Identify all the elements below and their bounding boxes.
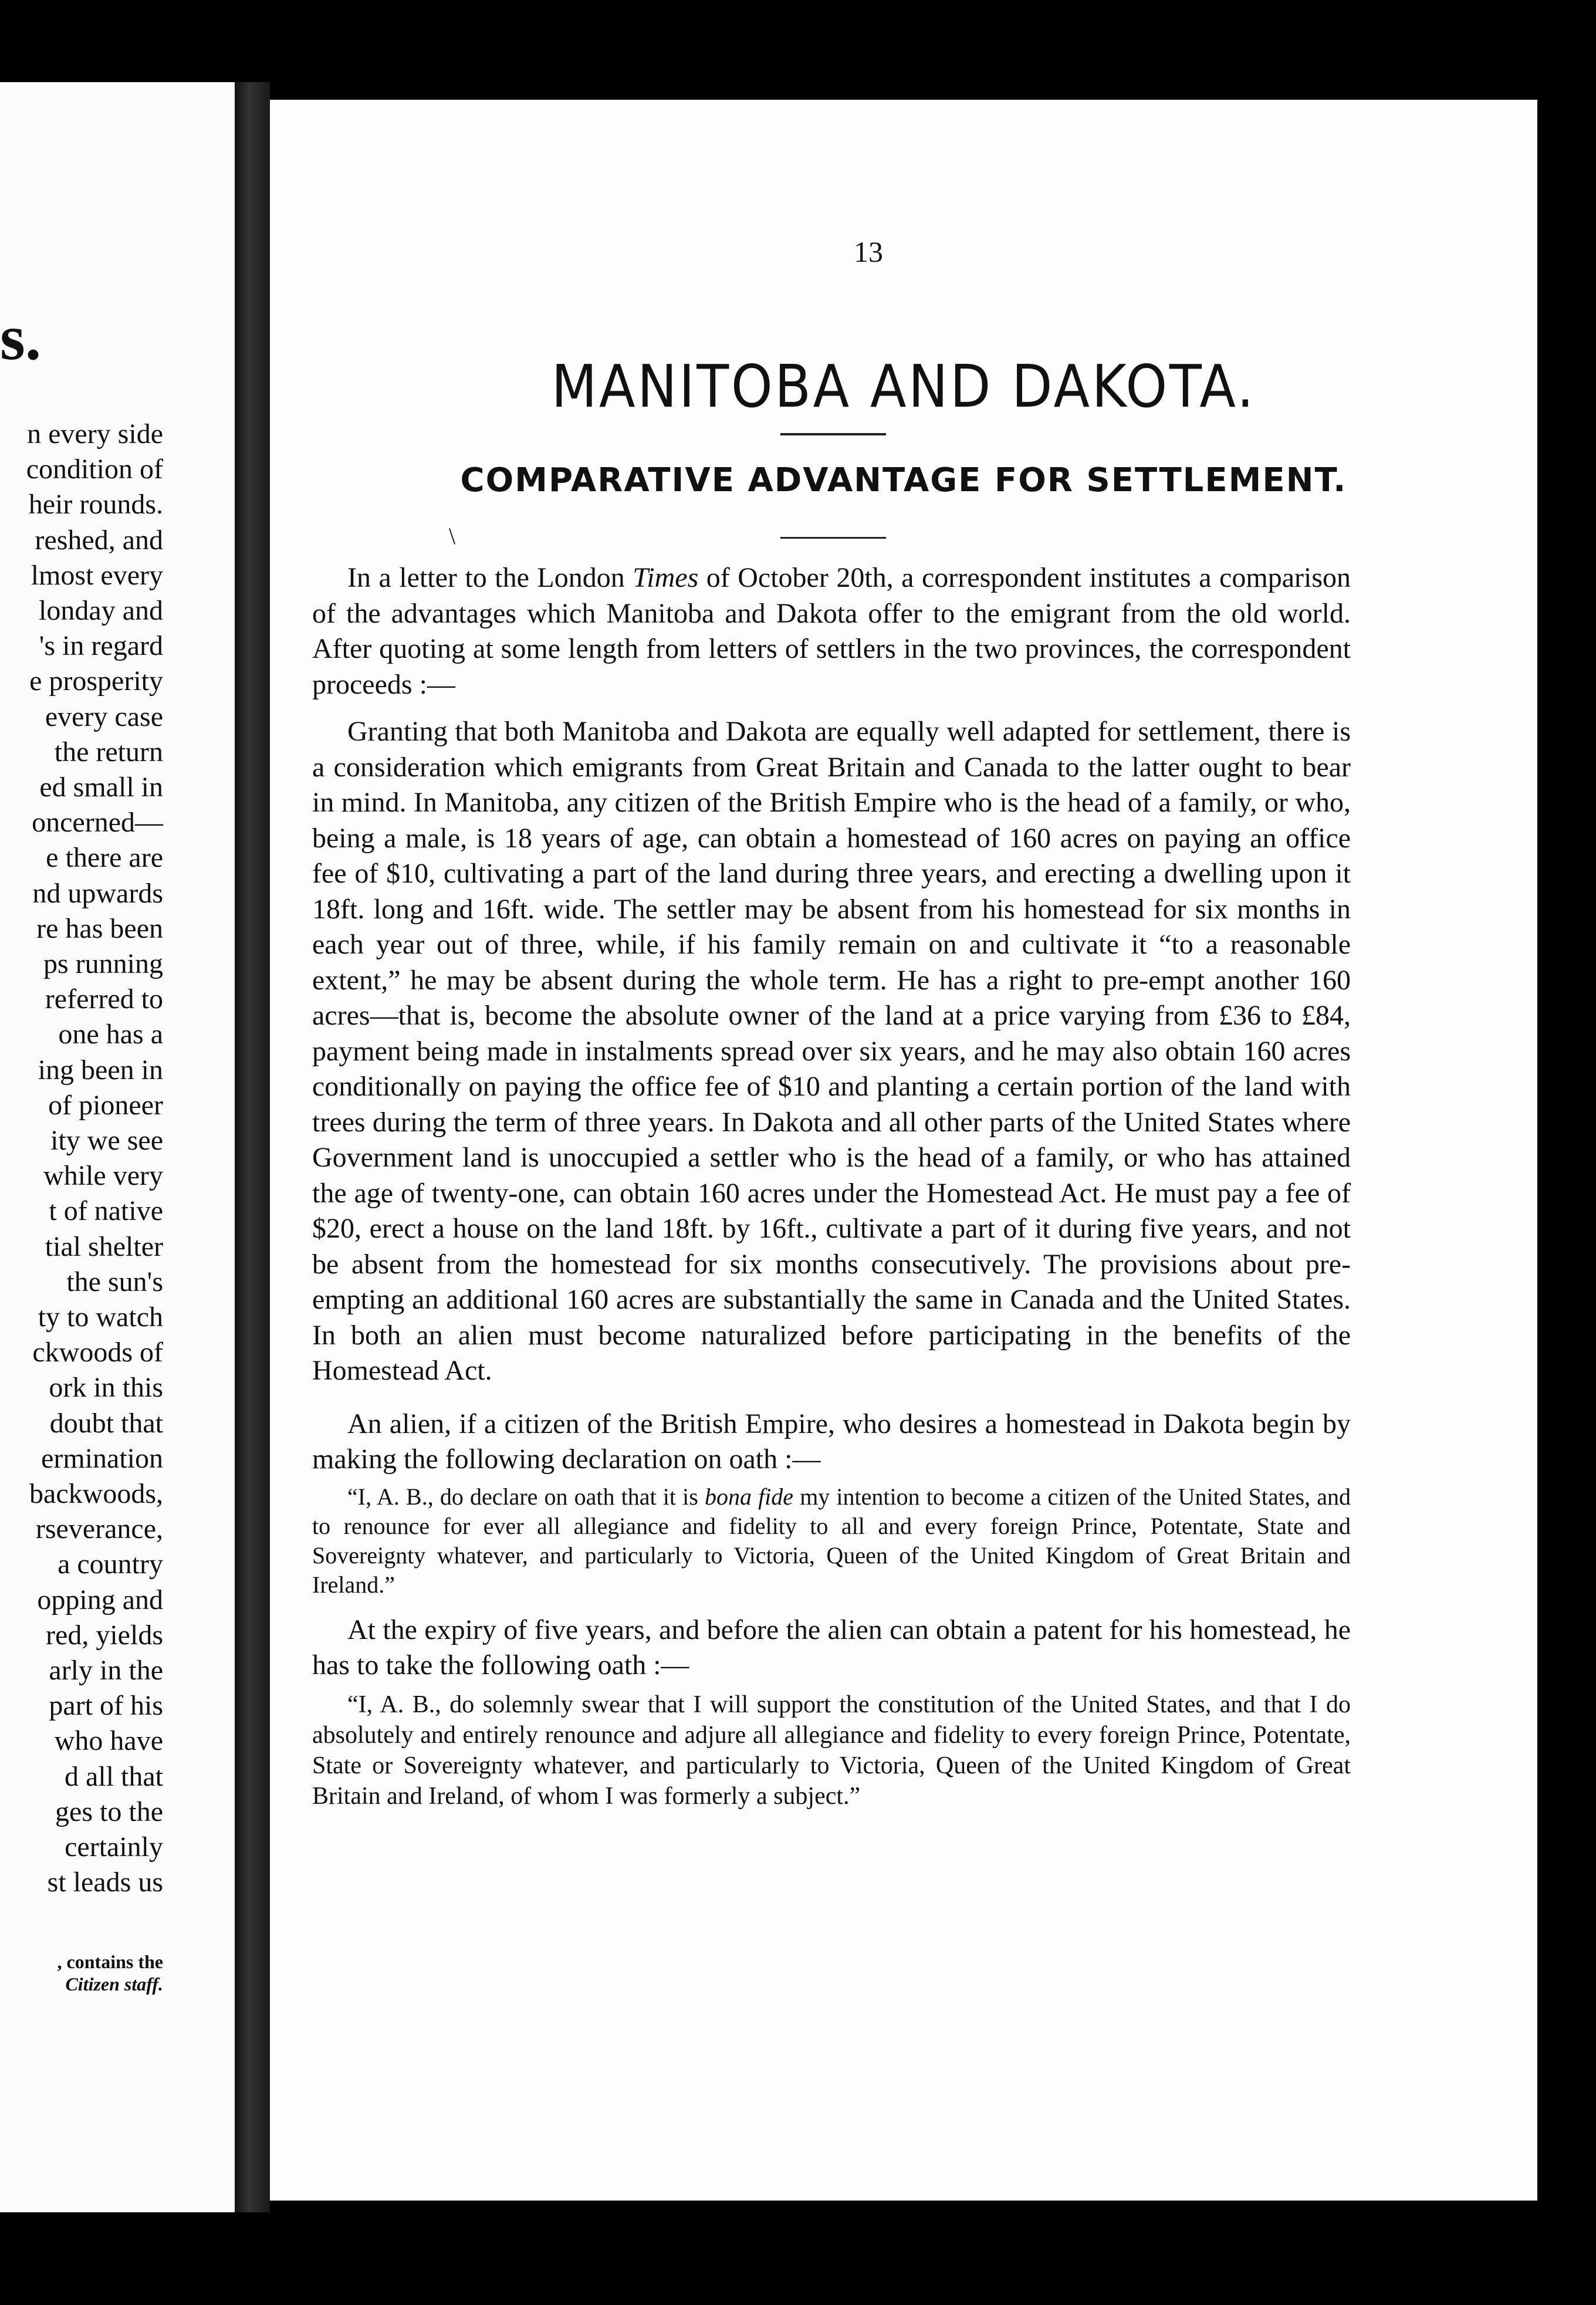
left-page-line: referred to <box>45 983 163 1015</box>
left-page-line: 's in regard <box>39 630 163 662</box>
left-page-line: every case <box>45 701 163 732</box>
left-page-line: d all that <box>65 1760 163 1792</box>
left-page-line: backwoods, <box>29 1478 163 1509</box>
left-page-line: while very <box>43 1160 163 1192</box>
quote-oath: “I, A. B., do solemnly swear that I will support the constitution of the United States, and that I do absolutely and entirely renounce and adjure all allegiance and fidelity to every foreign Prince, Potentate, State or Sovereignty whatever, and particularly to Victoria, Queen of the United Kingdom of Great Britain and Ireland, of whom I was formerly a subject.” <box>312 1691 1351 1810</box>
left-page-line: ing been in <box>38 1054 163 1086</box>
left-facing-page <box>0 82 235 2212</box>
left-page-line: of pioneer <box>48 1089 163 1121</box>
left-page-line: opping and <box>37 1584 163 1615</box>
left-page-line: doubt that <box>49 1407 163 1439</box>
left-page-line: arly in the <box>49 1655 163 1686</box>
left-page-line: ckwoods of <box>32 1337 163 1368</box>
left-page-line: the return <box>54 736 163 768</box>
latin-phrase: bona fide <box>704 1483 794 1510</box>
left-page-line: e there are <box>46 842 163 874</box>
paragraph-comparison: Granting that both Manitoba and Dakota are equally well adapted for settlement, there is a consideration which emigrants from Great Britain and Canada to the latter ought to bear in mind. In Manitoba, any citizen of the British Empire who is the head of a family, or who, being a male, is 18 years of age, can obtain a homestead of 160 acres on paying an office fee of $10, cultivating a part of the land during three years, and erecting a dwelling upon it 18ft. long and 16ft. wide. The settler may be absent from his homestead for six months in each year out of three, while, if his family remain on and cultivate it “to a reasonable extent,” he may be absent during the whole term. He has a right to pre-empt another 160 acres—that is, become the absolute owner of the land at a price varying from £36 to £84, payment being made in instalments spread over six years, and he may also obtain 160 acres conditionally on paying the office fee of $10 and planting a certain portion of the land with trees during the term of three years. In Dakota and all other parts of the United States where Government land is unoccupied a settler who is the head of a family, or who has attained the age of twenty-one, can obtain 160 acres under the Homestead Act. He must pay a fee of $20, erect a house on the land 18ft. by 16ft., cultivate a part of it during five years, and not be absent from the homestead for six months consecutively. The provisions about pre-empting an additional 160 acres are substantially the same in Canada and the United States. In both an alien must become naturalized before participating in the benefits of the Homestead Act. <box>312 716 1351 1386</box>
paragraph-intro: In a letter to the London Times of October 20th, a correspondent institutes a comparison of the advantages which Manitoba and Dakota offer to the emigrant from the old world. After quoting at some length from letters of settlers in the two provinces, the correspondent proceeds :— <box>312 562 1351 700</box>
left-page-line: oncerned— <box>32 807 163 839</box>
left-page-line: red, yields <box>46 1619 163 1651</box>
left-page-line: a country <box>58 1549 163 1580</box>
left-page-note-line: Citizen staff. <box>65 1973 163 1995</box>
title-rule <box>780 433 886 435</box>
left-page-line: tial shelter <box>45 1231 163 1262</box>
left-page-line: who have <box>54 1725 163 1757</box>
left-page-section-mark: s. <box>0 302 42 373</box>
left-page-line: ps running <box>43 948 163 979</box>
left-page-line: certainly <box>65 1831 163 1863</box>
left-page-line: heir rounds. <box>28 489 163 521</box>
quote-declaration: “I, A. B., do declare on oath that it is bona fide my intention to become a citizen of the United States, and to renounce for ever all allegiance and fidelity to all and every foreign Prince, Potentate, State and Sovereignty whatever, and particularly to Victoria, Queen of the United Kingdom of Great Britain and Ireland.” <box>312 1483 1351 1598</box>
left-page-line: ity we see <box>50 1125 163 1156</box>
left-page-line: t of native <box>49 1195 163 1227</box>
left-page-line: the sun's <box>66 1266 163 1297</box>
newspaper-title: Times <box>633 562 699 593</box>
page-number: 13 <box>854 235 883 268</box>
left-page-line: st leads us <box>47 1867 163 1898</box>
left-page-line: ermination <box>41 1442 163 1474</box>
left-page-line: nd upwards <box>32 877 163 909</box>
left-page-line: reshed, and <box>35 524 163 556</box>
book-gutter <box>235 82 270 2212</box>
left-page-line: n every side <box>27 418 163 449</box>
left-page-line: ges to the <box>55 1796 163 1827</box>
left-page-line: lmost every <box>31 559 163 591</box>
left-page-line: ork in this <box>49 1372 163 1404</box>
page-13 <box>270 100 1537 2201</box>
left-page-line: ty to watch <box>38 1302 163 1333</box>
article-body <box>312 560 1351 1811</box>
subtitle-rule <box>780 537 886 539</box>
paragraph-expiry: At the expiry of five years, and before the alien can obtain a patent for his homestead, he has to take the following oath :— <box>312 1614 1351 1681</box>
paragraph-alien-declaration: An alien, if a citizen of the British Empire, who desires a homestead in Dakota begin by making the following declaration on oath :— <box>312 1408 1351 1475</box>
left-page-line: condition of <box>26 454 163 485</box>
left-page-line: ed small in <box>39 772 163 803</box>
stray-mark: \ <box>449 523 456 549</box>
left-page-note-line: , contains the <box>57 1951 163 1972</box>
article-title: MANITOBA AND DAKOTA. <box>551 352 1256 421</box>
left-page-line: part of his <box>49 1690 163 1722</box>
left-page-line: re has been <box>36 912 163 944</box>
left-page-line: one has a <box>58 1019 163 1050</box>
left-page-line: rseverance, <box>35 1513 163 1545</box>
left-page-line: e prosperity <box>29 665 163 697</box>
article-subtitle: COMPARATIVE ADVANTAGE FOR SETTLEMENT. <box>460 461 1347 499</box>
left-page-line: londay and <box>39 595 163 626</box>
